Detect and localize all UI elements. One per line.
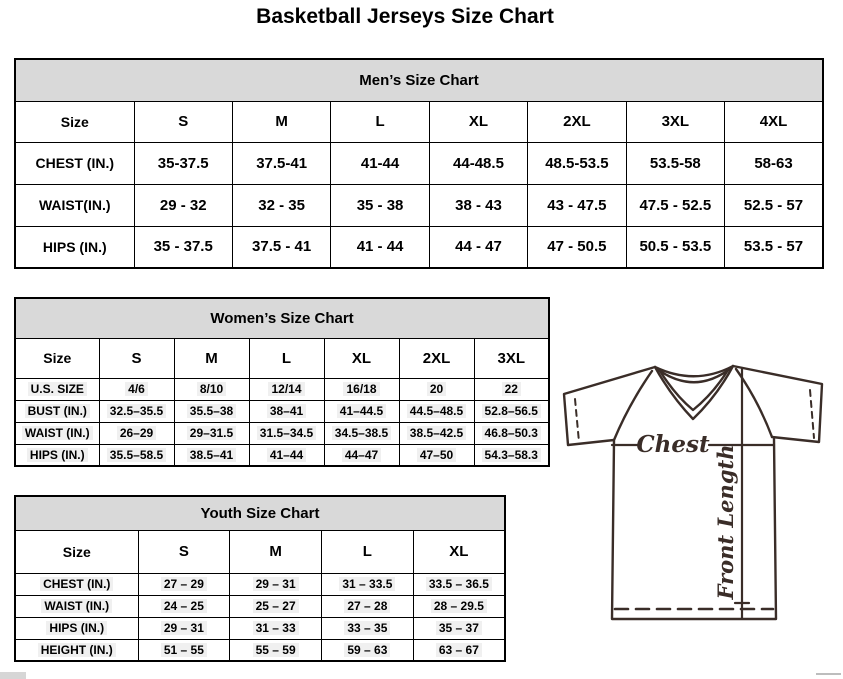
highlighted-text: 28 – 29.5 bbox=[431, 599, 487, 613]
value-cell: 41-44 bbox=[331, 142, 429, 184]
size-column-header: 3XL bbox=[474, 338, 549, 378]
value-cell bbox=[249, 422, 324, 444]
size-column-header: L bbox=[331, 101, 429, 142]
scrollbar-fragment-right bbox=[816, 673, 841, 675]
value-cell bbox=[230, 595, 322, 617]
mens-size-table bbox=[14, 58, 824, 269]
size-column-header: M bbox=[174, 338, 249, 378]
value-cell: 47.5 - 52.5 bbox=[626, 184, 724, 226]
size-header-row bbox=[15, 338, 549, 378]
value-cell bbox=[322, 573, 414, 595]
value-cell bbox=[413, 639, 505, 661]
highlighted-text: 46.8–50.3 bbox=[482, 426, 541, 440]
highlighted-text: 16/18 bbox=[343, 382, 379, 396]
size-column-header: XL bbox=[413, 530, 505, 573]
highlighted-text: 59 – 63 bbox=[344, 643, 390, 657]
highlighted-text: 24 – 25 bbox=[161, 599, 207, 613]
size-column-header: M bbox=[232, 101, 330, 142]
row-label bbox=[15, 617, 138, 639]
size-column-header: XL bbox=[324, 338, 399, 378]
highlighted-text: 29 – 31 bbox=[253, 577, 299, 591]
table-title: Women’s Size Chart bbox=[15, 298, 549, 338]
size-header-row bbox=[15, 101, 823, 142]
value-cell bbox=[399, 378, 474, 400]
size-column-header: 2XL bbox=[528, 101, 626, 142]
highlighted-text: 35 – 37 bbox=[436, 621, 482, 635]
highlighted-text: HEIGHT (IN.) bbox=[38, 643, 116, 657]
youth-size-chart-section bbox=[14, 495, 506, 662]
table-title: Youth Size Chart bbox=[15, 496, 505, 530]
measurement-row bbox=[15, 422, 549, 444]
value-cell bbox=[138, 595, 230, 617]
highlighted-text: 33.5 – 36.5 bbox=[426, 577, 492, 591]
value-cell bbox=[230, 639, 322, 661]
value-cell bbox=[413, 573, 505, 595]
value-cell bbox=[413, 617, 505, 639]
value-cell bbox=[324, 422, 399, 444]
size-column-header: L bbox=[322, 530, 414, 573]
youth-size-table bbox=[14, 495, 506, 662]
row-label bbox=[15, 400, 99, 422]
highlighted-text: 41–44 bbox=[267, 448, 306, 462]
table-title-row bbox=[15, 496, 505, 530]
highlighted-text: HIPS (IN.) bbox=[46, 621, 107, 635]
table-title-row bbox=[15, 59, 823, 101]
size-column-header: S bbox=[138, 530, 230, 573]
jersey-measurement-diagram bbox=[552, 352, 840, 676]
highlighted-text: 27 – 29 bbox=[161, 577, 207, 591]
highlighted-text: 41–44.5 bbox=[337, 404, 386, 418]
size-header-row bbox=[15, 530, 505, 573]
value-cell bbox=[138, 639, 230, 661]
highlighted-text: 52.8–56.5 bbox=[482, 404, 541, 418]
highlighted-text: 12/14 bbox=[268, 382, 304, 396]
row-label bbox=[15, 422, 99, 444]
size-column-header: 2XL bbox=[399, 338, 474, 378]
highlighted-text: 34.5–38.5 bbox=[332, 426, 391, 440]
jersey-outline-icon bbox=[564, 366, 822, 619]
value-cell: 38 - 43 bbox=[429, 184, 527, 226]
highlighted-text: 33 – 35 bbox=[344, 621, 390, 635]
value-cell: 53.5 - 57 bbox=[725, 226, 823, 268]
highlighted-text: 26–29 bbox=[117, 426, 156, 440]
chest-label: Chest bbox=[636, 431, 710, 458]
measurement-row bbox=[15, 444, 549, 466]
value-cell bbox=[474, 400, 549, 422]
size-column-header: 3XL bbox=[626, 101, 724, 142]
value-cell bbox=[474, 378, 549, 400]
highlighted-text: WAIST (IN.) bbox=[41, 599, 112, 613]
measurement-row bbox=[15, 226, 823, 268]
value-cell bbox=[249, 378, 324, 400]
highlighted-text: 29–31.5 bbox=[187, 426, 236, 440]
value-cell bbox=[174, 422, 249, 444]
value-cell bbox=[324, 444, 399, 466]
size-column-header: XL bbox=[429, 101, 527, 142]
value-cell bbox=[138, 617, 230, 639]
table-title-row bbox=[15, 298, 549, 338]
highlighted-text: 38–41 bbox=[267, 404, 306, 418]
row-label bbox=[15, 595, 138, 617]
measurement-row bbox=[15, 595, 505, 617]
scrollbar-fragment-left bbox=[0, 672, 26, 679]
highlighted-text: 38.5–42.5 bbox=[407, 426, 466, 440]
value-cell bbox=[99, 444, 174, 466]
size-column-header: 4XL bbox=[725, 101, 823, 142]
womens-size-table bbox=[14, 297, 550, 467]
highlighted-text: 20 bbox=[427, 382, 446, 396]
highlighted-text: 63 – 67 bbox=[436, 643, 482, 657]
highlighted-text: 44.5–48.5 bbox=[407, 404, 466, 418]
size-column-header: L bbox=[249, 338, 324, 378]
value-cell bbox=[322, 595, 414, 617]
value-cell bbox=[399, 422, 474, 444]
value-cell: 44-48.5 bbox=[429, 142, 527, 184]
measurement-row bbox=[15, 639, 505, 661]
value-cell: 37.5-41 bbox=[232, 142, 330, 184]
mens-size-chart-section bbox=[14, 58, 824, 269]
value-cell bbox=[230, 617, 322, 639]
highlighted-text: 22 bbox=[502, 382, 521, 396]
value-cell bbox=[174, 400, 249, 422]
value-cell bbox=[138, 573, 230, 595]
highlighted-text: 31 – 33.5 bbox=[339, 577, 395, 591]
measurement-row bbox=[15, 573, 505, 595]
value-cell bbox=[249, 444, 324, 466]
highlighted-text: 51 – 55 bbox=[161, 643, 207, 657]
measurement-row bbox=[15, 617, 505, 639]
value-cell: 35 - 37.5 bbox=[134, 226, 232, 268]
value-cell bbox=[230, 573, 322, 595]
row-label: HIPS (IN.) bbox=[15, 226, 134, 268]
value-cell: 43 - 47.5 bbox=[528, 184, 626, 226]
row-label bbox=[15, 573, 138, 595]
highlighted-text: 44–47 bbox=[342, 448, 381, 462]
highlighted-text: 4/6 bbox=[125, 382, 148, 396]
value-cell bbox=[474, 444, 549, 466]
value-cell bbox=[99, 378, 174, 400]
size-column-header: M bbox=[230, 530, 322, 573]
measurement-row bbox=[15, 378, 549, 400]
value-cell bbox=[399, 400, 474, 422]
highlighted-text: 29 – 31 bbox=[161, 621, 207, 635]
highlighted-text: 38.5–41 bbox=[187, 448, 236, 462]
row-label: CHEST (IN.) bbox=[15, 142, 134, 184]
highlighted-text: WAIST (IN.) bbox=[22, 426, 93, 440]
value-cell bbox=[174, 444, 249, 466]
highlighted-text: 35.5–38 bbox=[187, 404, 236, 418]
value-cell bbox=[324, 400, 399, 422]
value-cell bbox=[413, 595, 505, 617]
size-column-header: S bbox=[99, 338, 174, 378]
table-title: Men’s Size Chart bbox=[15, 59, 823, 101]
value-cell: 32 - 35 bbox=[232, 184, 330, 226]
highlighted-text: 25 – 27 bbox=[253, 599, 299, 613]
highlighted-text: 54.3–58.3 bbox=[482, 448, 541, 462]
value-cell: 58-63 bbox=[725, 142, 823, 184]
measurement-row bbox=[15, 142, 823, 184]
value-cell: 35-37.5 bbox=[134, 142, 232, 184]
measurement-row bbox=[15, 400, 549, 422]
value-cell bbox=[249, 400, 324, 422]
page-title: Basketball Jerseys Size Chart bbox=[256, 5, 554, 28]
highlighted-text: 32.5–35.5 bbox=[107, 404, 166, 418]
value-cell: 48.5-53.5 bbox=[528, 142, 626, 184]
row-label bbox=[15, 378, 99, 400]
highlighted-text: 31.5–34.5 bbox=[257, 426, 316, 440]
highlighted-text: BUST (IN.) bbox=[25, 404, 90, 418]
corner-label: Size bbox=[15, 338, 99, 378]
value-cell bbox=[99, 422, 174, 444]
highlighted-text: 8/10 bbox=[197, 382, 226, 396]
highlighted-text: 55 – 59 bbox=[253, 643, 299, 657]
measurement-row bbox=[15, 184, 823, 226]
value-cell bbox=[99, 400, 174, 422]
highlighted-text: 31 – 33 bbox=[253, 621, 299, 635]
highlighted-text: 27 – 28 bbox=[344, 599, 390, 613]
highlighted-text: U.S. SIZE bbox=[28, 382, 87, 396]
highlighted-text: CHEST (IN.) bbox=[40, 577, 113, 591]
value-cell: 53.5-58 bbox=[626, 142, 724, 184]
value-cell bbox=[322, 617, 414, 639]
value-cell bbox=[399, 444, 474, 466]
size-column-header: S bbox=[134, 101, 232, 142]
value-cell: 37.5 - 41 bbox=[232, 226, 330, 268]
corner-label: Size bbox=[15, 530, 138, 573]
value-cell: 41 - 44 bbox=[331, 226, 429, 268]
corner-label: Size bbox=[15, 101, 134, 142]
value-cell bbox=[324, 378, 399, 400]
front-length-label: Front Length bbox=[713, 444, 738, 600]
value-cell: 52.5 - 57 bbox=[725, 184, 823, 226]
value-cell: 47 - 50.5 bbox=[528, 226, 626, 268]
row-label: WAIST(IN.) bbox=[15, 184, 134, 226]
highlighted-text: 47–50 bbox=[417, 448, 456, 462]
value-cell bbox=[322, 639, 414, 661]
highlighted-text: HIPS (IN.) bbox=[27, 448, 88, 462]
row-label bbox=[15, 639, 138, 661]
value-cell: 29 - 32 bbox=[134, 184, 232, 226]
highlighted-text: 35.5–58.5 bbox=[107, 448, 166, 462]
womens-size-chart-section bbox=[14, 297, 550, 467]
value-cell: 35 - 38 bbox=[331, 184, 429, 226]
value-cell: 44 - 47 bbox=[429, 226, 527, 268]
value-cell: 50.5 - 53.5 bbox=[626, 226, 724, 268]
value-cell bbox=[174, 378, 249, 400]
row-label bbox=[15, 444, 99, 466]
value-cell bbox=[474, 422, 549, 444]
